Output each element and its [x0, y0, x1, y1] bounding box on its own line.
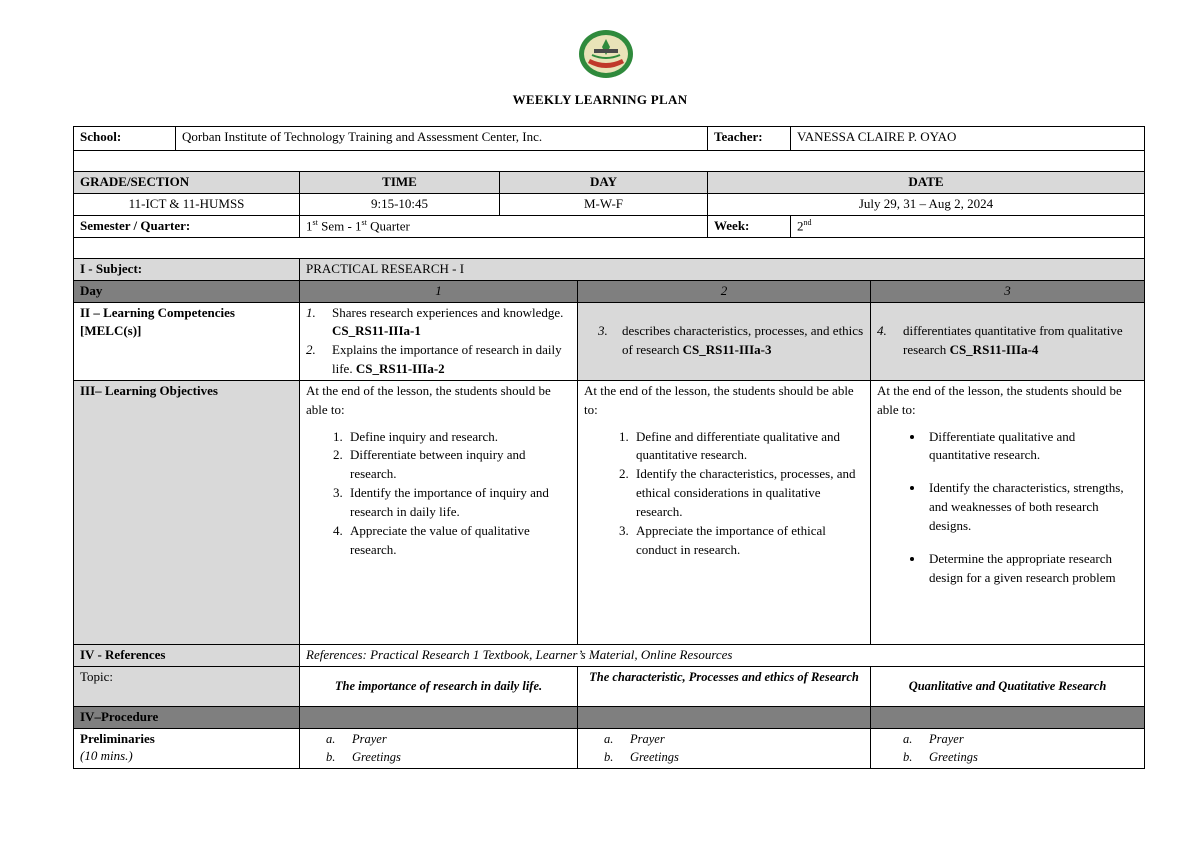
- date-label: DATE: [708, 172, 1145, 194]
- list-item: 3. Appreciate the importance of ethical conduct in research.: [632, 522, 864, 560]
- competencies-day-2: 3. describes characteristics, processes, and ethics of research CS_RS11-IIIa-3: [578, 302, 871, 380]
- time-value: 9:15-10:45: [300, 193, 500, 215]
- list-item: 3. Identify the importance of inquiry and research in daily life.: [346, 484, 571, 522]
- preliminaries-day-2: a. Prayer b. Greetings: [578, 728, 871, 769]
- list-item: 2. Identify the characteristics, processes, and ethical considerations in qualitative research.: [632, 465, 864, 522]
- objectives-day-1: At the end of the lesson, the students should be able to: 1. Define inquiry and research. 2. Differentiate between inquiry and research. 3. Identify the importance of inquiry and research in daily life. 4. Appreciate the value of qualitative research.: [300, 380, 578, 644]
- day-header-label: Day: [74, 280, 300, 302]
- preliminaries-day-3: a. Prayer b. Greetings: [871, 728, 1145, 769]
- list-item: 2. Differentiate between inquiry and research.: [346, 446, 571, 484]
- time-label: TIME: [300, 172, 500, 194]
- preliminaries-label: Preliminaries (10 mins.): [74, 728, 300, 769]
- topic-day-3: Quanlitative and Quatitative Research: [871, 666, 1145, 706]
- school-name: Qorban Institute of Technology Training and Assessment Center, Inc.: [176, 127, 708, 151]
- list-item: • Determine the appropriate research design for a given research problem: [925, 550, 1138, 588]
- references-label: IV - References: [74, 644, 300, 666]
- objectives-label: III– Learning Objectives: [74, 380, 300, 644]
- spacer-row: [74, 237, 1145, 258]
- spacer-row: [74, 151, 1145, 172]
- learning-plan-table: [73, 126, 1145, 769]
- subject-value: PRACTICAL RESEARCH - I: [300, 258, 1145, 280]
- grade-section-label: GRADE/SECTION: [74, 172, 300, 194]
- topic-label: Topic:: [74, 666, 300, 706]
- semester-label: Semester / Quarter:: [74, 215, 300, 237]
- list-item: 4. Appreciate the value of qualitative research.: [346, 522, 571, 560]
- teacher-name: VANESSA CLAIRE P. OYAO: [791, 127, 1145, 151]
- week-value: 2nd: [791, 215, 1145, 237]
- list-item: 1. Define inquiry and research.: [346, 428, 571, 447]
- school-logo: [578, 29, 634, 79]
- grade-section: 11-ICT & 11-HUMSS: [74, 193, 300, 215]
- references-value: References: Practical Research 1 Textbook, Learner’s Material, Online Resources: [300, 644, 1145, 666]
- semester-value: 1st Sem - 1st Quarter: [300, 215, 708, 237]
- day-value: M-W-F: [500, 193, 708, 215]
- topic-day-2: The characteristic, Processes and ethics of Research: [578, 666, 871, 706]
- preliminaries-day-1: a. Prayer b. Greetings: [300, 728, 578, 769]
- week-label: Week:: [708, 215, 791, 237]
- day-2-header: 2: [578, 280, 871, 302]
- objectives-day-2: At the end of the lesson, the students should be able to: 1. Define and differentiate qualitative and quantitative research. 2. Identify the characteristics, processes, and ethical considerations in qualitative research. 3. Appreciate the importance of ethical conduct in research.: [578, 380, 871, 644]
- procedure-day-1: [300, 706, 578, 728]
- list-item: • Differentiate qualitative and quantitative research.: [925, 428, 1138, 466]
- document-title: WEEKLY LEARNING PLAN: [512, 92, 688, 107]
- teacher-label: Teacher:: [708, 127, 791, 151]
- procedure-day-3: [871, 706, 1145, 728]
- school-label: School:: [74, 127, 176, 151]
- topic-day-1: The importance of research in daily life.: [300, 666, 578, 706]
- procedure-label: IV–Procedure: [74, 706, 300, 728]
- competencies-day-1: 1. Shares research experiences and knowledge. CS_RS11-IIIa-1 2. Explains the importance of research in daily life. CS_RS11-IIIa-2: [300, 302, 578, 380]
- date-value: July 29, 31 – Aug 2, 2024: [708, 193, 1145, 215]
- subject-label: I - Subject:: [74, 258, 300, 280]
- procedure-day-2: [578, 706, 871, 728]
- competencies-label: II – Learning Competencies [MELC(s)]: [74, 302, 300, 380]
- competencies-day-3: 4. differentiates quantitative from qualitative research CS_RS11-IIIa-4: [871, 302, 1145, 380]
- list-item: • Identify the characteristics, strengths, and weaknesses of both research designs.: [925, 479, 1138, 536]
- day-1-header: 1: [300, 280, 578, 302]
- day-label: DAY: [500, 172, 708, 194]
- day-3-header: 3: [871, 280, 1145, 302]
- objectives-day-3: At the end of the lesson, the students should be able to: • Differentiate qualitative and quantitative research. • Identify the characteristics, strengths, and weaknesses of both research designs. • Determine the appropriate research design for a given research problem: [871, 380, 1145, 644]
- list-item: 1. Define and differentiate qualitative and quantitative research.: [632, 428, 864, 466]
